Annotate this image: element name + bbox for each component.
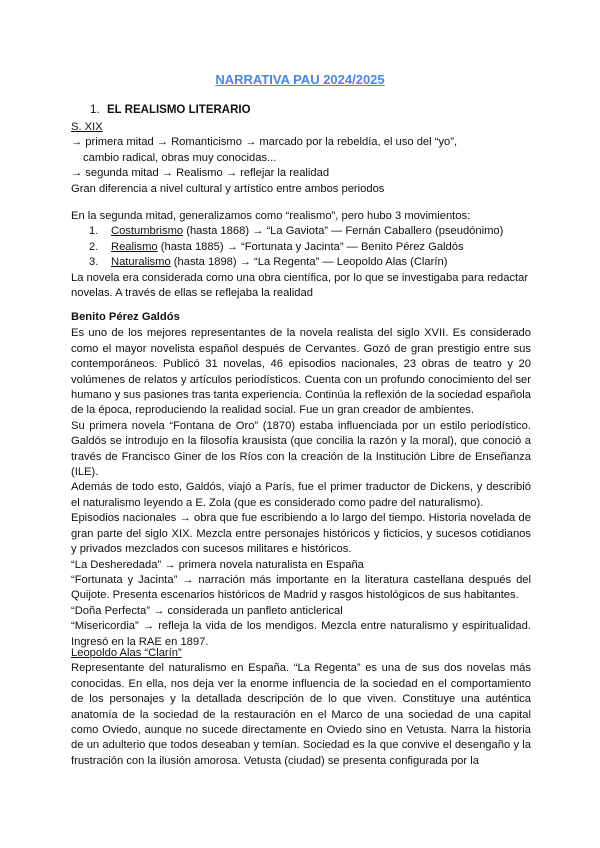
galdos-paragraph: Es uno de los mejores representantes de la novela realista del siglo XVII. Es considerado como el mayor novelista español después de Cervantes. Gozó de gran prestigio entre sus contemporáneos. Publicó 31 novelas, 46 episodios nacionales, 23 obras de teatro y 20 volúmenes de relatos y artículos periodísticos. Cuenta con un profundo conocimiento del ser humano y sus pasiones tras tanta experiencia. Continúa la reflexión de la sociedad española de la época, reproduciendo la realidad social. Fue un gran creador de ambientes.: [71, 327, 531, 417]
section-heading-text: EL REALISMO LITERARIO: [107, 104, 251, 116]
movement-name: Realismo: [111, 240, 158, 253]
overview-line-3: → segunda mitad → Realismo → reflejar la realidad: [71, 167, 330, 180]
clarin-section: [71, 646, 531, 769]
list-item: 3. Naturalismo (hasta 1898) → “La Regenta” — Leopoldo Alas (Clarín): [89, 256, 448, 269]
overview-line-1: → primera mitad → Romanticismo → marcado por la rebeldía, el uso del “yo”,: [71, 136, 458, 149]
movements-intro: En la segunda mitad, generalizamos como “realismo”, pero hubo 3 movimientos:: [71, 210, 471, 222]
galdos-paragraph: “Doña Perfecta” → considerada un panfleto anticlerical: [71, 604, 343, 617]
galdos-paragraph: Episodios nacionales → obra que fue escribiendo a lo largo del tiempo. Historia novelada de gran parte del siglo XIX. Mezcla entre personajes históricos y ficticios, y sucesos cotidianos y privados mezclados con sucesos militares e históricos.: [71, 512, 531, 556]
document-title: NARRATIVA PAU 2024/2025: [215, 72, 385, 87]
clarin-paragraph: Representante del naturalismo en España. “La Regenta” es una de sus dos novelas más conocidas. En ella, nos deja ver la enorme influencia de la sociedad en el comportamiento de los personajes y la detallada descripción de lo que viven. Constituye una auténtica anatomía de la sociedad de la restauración en el Marco de una sociedad de una capital como Oviedo, aunque no sucede directamente en Oviedo sino en Vetusta. Narra la historia de un adulterio que todos deseaban y temían. Sociedad es la que convive el desengaño y la frustración con la ilusión amorosa. Vetusta (ciudad) se presenta configurada por la: [71, 662, 531, 767]
movements-closing: La novela era considerada como una obra científica, por lo que se investigaba para redactar novelas. A través de ellas se reflejaba la realidad: [71, 271, 529, 300]
section-heading: [90, 103, 251, 118]
movement-name: Naturalismo: [111, 256, 171, 269]
century-label: S. XIX: [71, 121, 103, 133]
list-item: 2. Realismo (hasta 1885) → “Fortunata y Jacinta” — Benito Pérez Galdós: [89, 240, 464, 253]
movements-list: [71, 224, 531, 270]
realism-overview: [71, 120, 531, 197]
clarin-heading: Leopoldo Alas “Clarín”: [71, 647, 182, 659]
overview-line-4: Gran diferencia a nivel cultural y artístico entre ambos periodos: [71, 182, 385, 195]
movement-name: Costumbrismo: [111, 225, 184, 238]
section-number: 1.: [90, 104, 100, 116]
overview-line-2: cambio radical, obras muy conocidas...: [83, 151, 277, 164]
galdos-paragraph: “Misericordia” → refleja la vida de los mendigos. Mezcla entre naturalismo y espiritualidad. Ingresó en la RAE en 1897.: [71, 620, 531, 648]
galdos-section: [71, 310, 531, 650]
galdos-paragraph: Además de todo esto, Galdós, viajó a París, fue el primer traductor de Dickens, y describió el naturalismo leyendo a E. Zola (que es considerado como padre del naturalismo).: [71, 481, 531, 509]
galdos-paragraph: Su primera novela “Fontana de Oro” (1870) estaba influenciada por un estilo periodístico. Galdós se introdujo en la filosofía krausista (que concilia la razón y la moral), que conoció a través de Francisco Giner de los Ríos con la creación de la Institución Libre de Enseñanza (ILE).: [71, 419, 531, 479]
list-item: 1. Costumbrismo (hasta 1868) → “La Gaviota” — Fernán Caballero (pseudónimo): [89, 225, 504, 238]
galdos-heading: Benito Pérez Galdós: [71, 311, 180, 323]
galdos-paragraph: “Fortunata y Jacinta” → narración más importante en la literatura castellana después del Quijote. Presenta escenarios históricos de Madrid y rasgos histológicos de sus habitantes.: [71, 573, 531, 602]
movements-section: [71, 209, 531, 301]
galdos-paragraph: “La Desheredada” → primera novela naturalista en España: [71, 558, 364, 571]
